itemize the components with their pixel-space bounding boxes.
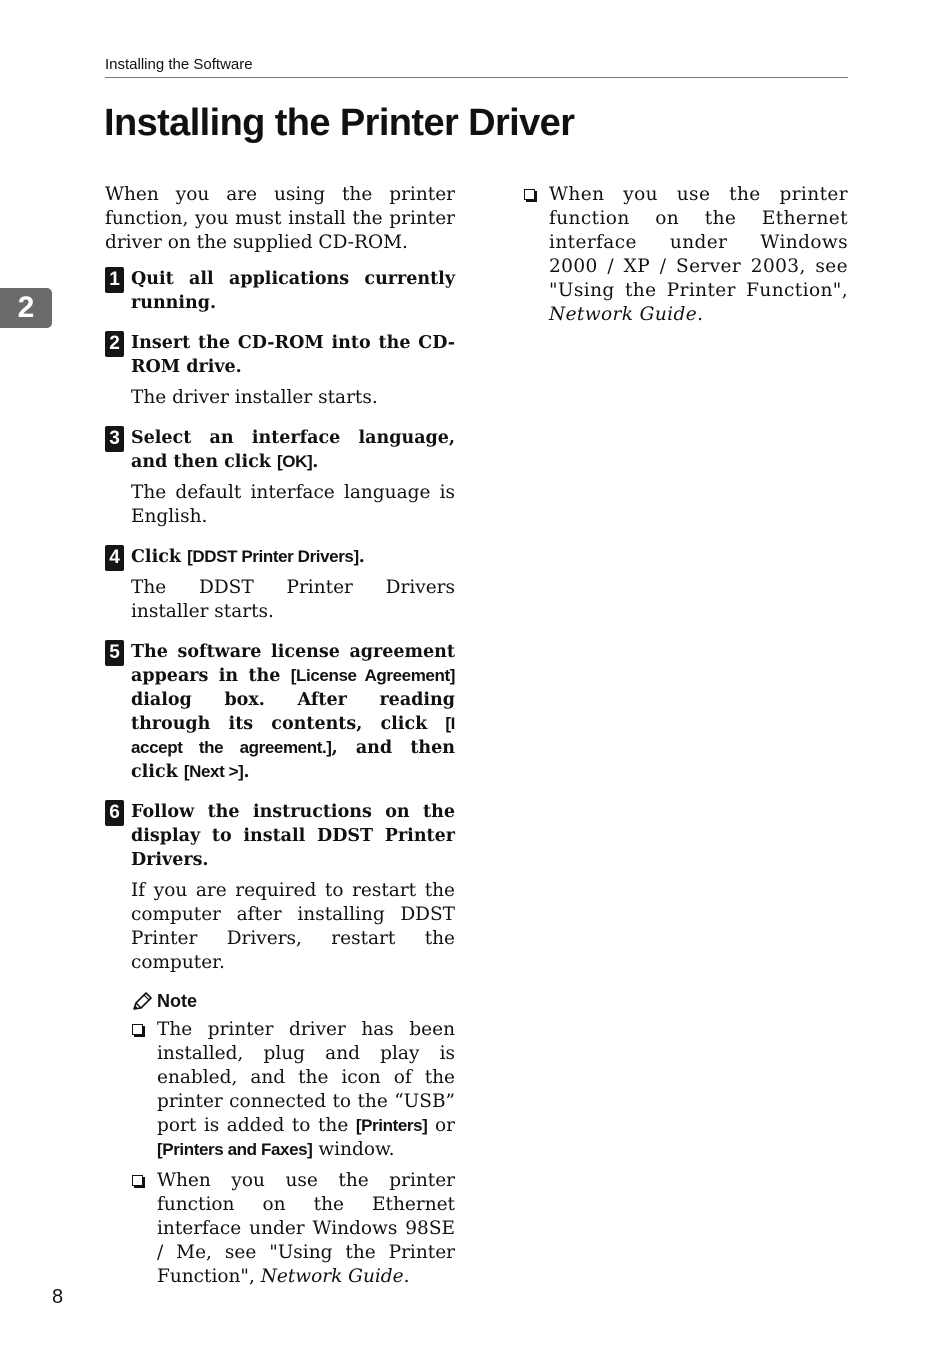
step-text: The software license agreement appears in the xyxy=(131,642,455,686)
step-heading xyxy=(131,640,455,784)
book-reference: Network Guide xyxy=(260,1266,404,1287)
ui-reference-ok: [OK] xyxy=(276,452,313,471)
ui-reference-printers-and-faxes: [Printers and Faxes] xyxy=(157,1140,313,1159)
chapter-tab: 2 xyxy=(0,288,52,328)
note-text: When you use the printer function on the Ethernet interface under Windows 98SE / Me, see "Using the Printer Function", xyxy=(157,1170,455,1287)
step-1 xyxy=(105,267,455,315)
step-number: 5 xyxy=(105,640,124,666)
step-text: . xyxy=(243,762,250,782)
step-number: 3 xyxy=(105,426,124,452)
step-heading: Insert the CD-ROM into the CD-ROM drive. xyxy=(131,333,455,377)
right-column xyxy=(523,183,848,334)
ui-reference-ddst-printer-drivers: [DDST Printer Drivers] xyxy=(187,547,359,566)
step-6 xyxy=(105,800,455,975)
ui-reference-next: [Next >] xyxy=(183,762,244,781)
checkbox-bullet-icon xyxy=(132,1175,143,1186)
note-text: . xyxy=(697,304,704,325)
note-text: window. xyxy=(312,1139,395,1160)
step-5 xyxy=(105,640,455,784)
step-4 xyxy=(105,545,455,624)
ui-reference-printers: [Printers] xyxy=(355,1116,428,1135)
note-text: or xyxy=(427,1115,455,1136)
left-column xyxy=(105,183,455,1296)
step-heading: Follow the instructions on the display to install DDST Printer Drivers. xyxy=(131,802,455,870)
step-3 xyxy=(105,426,455,529)
step-text: dialog box. After reading through its contents, click xyxy=(131,690,455,734)
step-number: 2 xyxy=(105,331,124,357)
step-heading xyxy=(131,426,455,474)
note-title: Note xyxy=(157,991,197,1011)
step-number: 1 xyxy=(105,267,124,293)
checkbox-bullet-icon xyxy=(132,1024,143,1035)
note-item xyxy=(131,1018,455,1162)
note-text: . xyxy=(403,1266,410,1287)
step-text: . xyxy=(358,547,365,567)
note-text: When you use the printer function on the Ethernet interface under Windows 2000 / XP / Server 2003, see "Using the Printer Function", xyxy=(549,184,848,301)
step-text: , and then click xyxy=(131,738,455,782)
step-description: The default interface language is English. xyxy=(131,482,455,527)
step-number: 6 xyxy=(105,800,124,826)
note-heading xyxy=(131,991,455,1012)
note-item xyxy=(131,1169,455,1289)
step-heading: Quit all applications currently running. xyxy=(131,269,455,313)
page-title: Installing the Printer Driver xyxy=(104,102,575,144)
checkbox-bullet-icon xyxy=(524,189,535,200)
running-header: Installing the Software xyxy=(105,56,253,73)
step-number: 4 xyxy=(105,545,124,571)
step-description: The driver installer starts. xyxy=(131,387,378,408)
note-text: The printer driver has been installed, plug and play is enabled, and the icon of the printer connected to the “USB” port is added to the xyxy=(157,1019,455,1136)
note-item xyxy=(523,183,848,327)
step-text: Select an interface language, and then click xyxy=(131,428,455,472)
ui-reference-license-agreement: [License Agreement] xyxy=(290,666,455,685)
book-reference: Network Guide xyxy=(549,304,698,325)
page-number: 8 xyxy=(52,1286,64,1308)
step-text: . xyxy=(312,452,319,472)
step-text: Click xyxy=(131,547,188,567)
header-rule xyxy=(105,77,848,78)
step-description: The DDST Printer Drivers installer starts. xyxy=(131,577,455,622)
intro-paragraph: When you are using the printer function, you must install the printer driver on the supplied CD-ROM. xyxy=(105,184,455,253)
ui-reference-i-accept: [I accept the agreement.] xyxy=(131,714,455,757)
step-description: If you are required to restart the computer after installing DDST Printer Drivers, restart the computer. xyxy=(131,880,455,973)
step-heading xyxy=(131,545,455,569)
note-section xyxy=(131,991,455,1289)
step-2 xyxy=(105,331,455,410)
pencil-icon xyxy=(131,992,153,1012)
